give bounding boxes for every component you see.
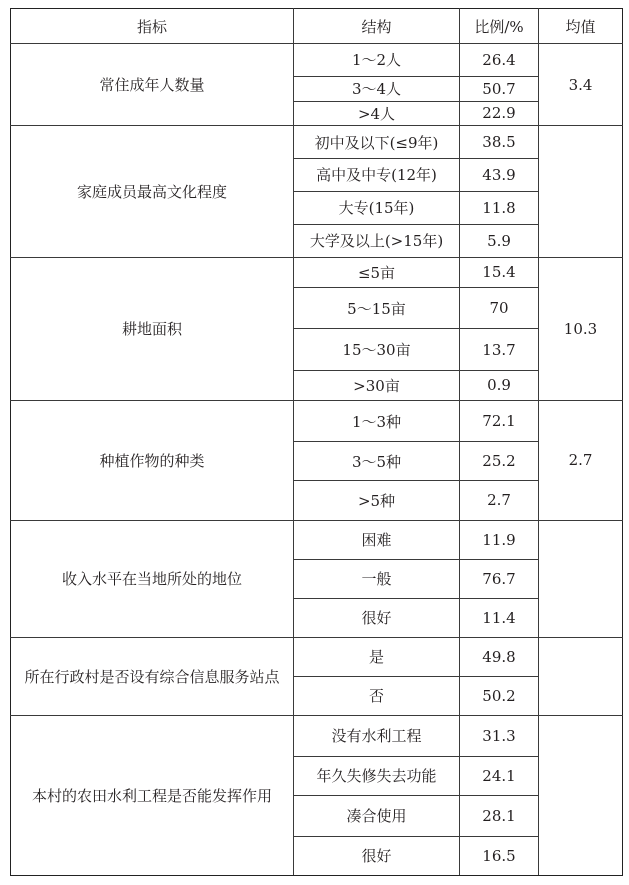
percent-cell: 24.1 <box>460 756 539 795</box>
table-row <box>11 715 623 756</box>
structure-cell: 3～5种 <box>294 442 460 481</box>
structure-cell: 5～15亩 <box>294 288 460 329</box>
percent-cell: 16.5 <box>460 836 539 875</box>
percent-cell: 5.9 <box>460 224 539 257</box>
percent-cell: 2.7 <box>460 481 539 520</box>
percent-cell: 11.9 <box>460 520 539 559</box>
structure-cell: 很好 <box>294 598 460 637</box>
structure-cell: 大专(15年) <box>294 191 460 224</box>
percent-cell: 38.5 <box>460 126 539 159</box>
percent-cell: 26.4 <box>460 44 539 77</box>
indicator-cell: 收入水平在当地所处的地位 <box>11 520 294 637</box>
header-percent: 比例/% <box>460 9 539 44</box>
structure-cell: 否 <box>294 676 460 715</box>
indicator-cell: 种植作物的种类 <box>11 401 294 520</box>
indicator-cell: 所在行政村是否设有综合信息服务站点 <box>11 637 294 715</box>
structure-cell: 是 <box>294 637 460 676</box>
statistics-table <box>10 8 623 876</box>
table-row <box>11 257 623 288</box>
percent-cell: 25.2 <box>460 442 539 481</box>
table-row <box>11 401 623 442</box>
indicator-cell: 家庭成员最高文化程度 <box>11 126 294 257</box>
table-row <box>11 44 623 77</box>
percent-cell: 28.1 <box>460 795 539 836</box>
structure-cell: 高中及中专(12年) <box>294 159 460 192</box>
structure-cell: 凑合使用 <box>294 795 460 836</box>
table-row <box>11 520 623 559</box>
percent-cell: 50.2 <box>460 676 539 715</box>
structure-cell: 一般 <box>294 559 460 598</box>
percent-cell: 11.8 <box>460 191 539 224</box>
percent-cell: 70 <box>460 288 539 329</box>
structure-cell: 1～3种 <box>294 401 460 442</box>
structure-cell: 初中及以下(≤9年) <box>294 126 460 159</box>
percent-cell: 15.4 <box>460 257 539 288</box>
header-row <box>11 9 623 44</box>
percent-cell: 72.1 <box>460 401 539 442</box>
header-structure: 结构 <box>294 9 460 44</box>
structure-cell: 1～2人 <box>294 44 460 77</box>
percent-cell: 76.7 <box>460 559 539 598</box>
structure-cell: 很好 <box>294 836 460 875</box>
structure-cell: ≤5亩 <box>294 257 460 288</box>
percent-cell: 11.4 <box>460 598 539 637</box>
mean-cell <box>539 637 623 715</box>
mean-cell: 10.3 <box>539 257 623 401</box>
percent-cell: 43.9 <box>460 159 539 192</box>
structure-cell: 15～30亩 <box>294 329 460 370</box>
mean-cell <box>539 520 623 637</box>
percent-cell: 0.9 <box>460 370 539 401</box>
percent-cell: 31.3 <box>460 715 539 756</box>
table-row <box>11 637 623 676</box>
mean-cell: 2.7 <box>539 401 623 520</box>
structure-cell: 大学及以上(>15年) <box>294 224 460 257</box>
structure-cell: >30亩 <box>294 370 460 401</box>
mean-cell: 3.4 <box>539 44 623 126</box>
percent-cell: 13.7 <box>460 329 539 370</box>
header-indicator: 指标 <box>11 9 294 44</box>
structure-cell: 没有水利工程 <box>294 715 460 756</box>
percent-cell: 49.8 <box>460 637 539 676</box>
structure-cell: >5种 <box>294 481 460 520</box>
mean-cell <box>539 715 623 875</box>
mean-cell <box>539 126 623 257</box>
structure-cell: >4人 <box>294 101 460 126</box>
indicator-cell: 本村的农田水利工程是否能发挥作用 <box>11 715 294 875</box>
structure-cell: 困难 <box>294 520 460 559</box>
structure-cell: 3～4人 <box>294 76 460 101</box>
structure-cell: 年久失修失去功能 <box>294 756 460 795</box>
header-mean: 均值 <box>539 9 623 44</box>
percent-cell: 22.9 <box>460 101 539 126</box>
indicator-cell: 常住成年人数量 <box>11 44 294 126</box>
percent-cell: 50.7 <box>460 76 539 101</box>
indicator-cell: 耕地面积 <box>11 257 294 401</box>
table-body <box>11 44 623 876</box>
table-row <box>11 126 623 159</box>
